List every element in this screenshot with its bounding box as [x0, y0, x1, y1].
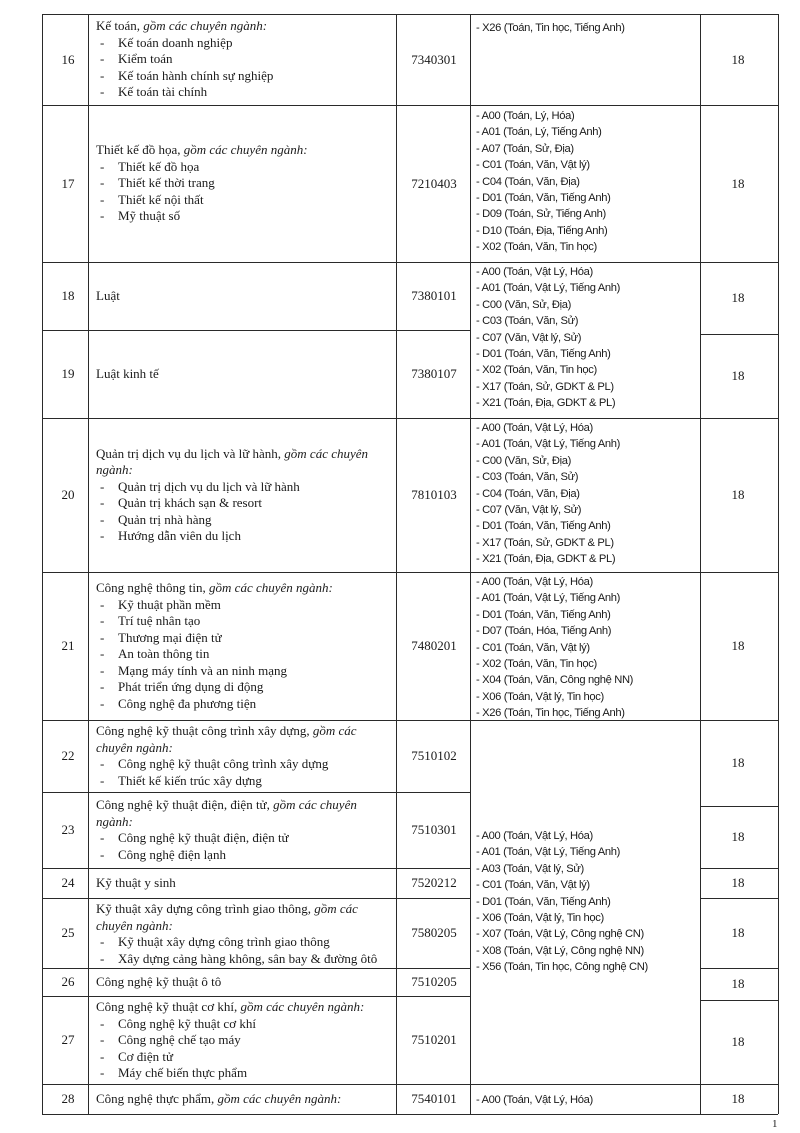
quota-value: 18 — [731, 976, 745, 991]
subject-combination: - A00 (Toán, Vật Lý, Hóa) — [476, 830, 593, 842]
grid-line — [700, 968, 778, 969]
major-cell — [96, 580, 390, 712]
subject-combination: - X02 (Toán, Văn, Tin học) — [476, 241, 597, 254]
grid-line — [700, 806, 778, 807]
grid-line — [700, 1084, 778, 1085]
quota-value: 18 — [731, 925, 745, 940]
grid-line — [470, 14, 700, 15]
subject-combination: - X06 (Toán, Vật lý, Tin học) — [476, 690, 604, 703]
subject-combination: - X56 (Toán, Tin học, Công nghệ CN) — [476, 961, 648, 974]
specialization-item: - Quản trị nhà hàng — [100, 511, 212, 527]
grid-line — [700, 14, 778, 15]
grid-line — [700, 1000, 778, 1001]
specialization-item: - Mỹ thuật số — [100, 208, 181, 224]
subject-combination: - A00 (Toán, Lý, Hóa) — [476, 110, 575, 122]
quota-value: 18 — [731, 51, 745, 67]
major-suffix: gồm các chuyên ngành: — [96, 901, 358, 933]
subject-combination: - X17 (Toán, Sử, GDKT & PL) — [476, 536, 614, 549]
major-name: Công nghệ kỹ thuật cơ khí — [96, 999, 234, 1014]
specialization-item: - Kế toán hành chính sự nghiệp — [100, 67, 274, 83]
specialization-item: - Thiết kế thời trang — [100, 175, 215, 191]
specialization-item: - Thiết kế đồ họa — [100, 158, 200, 174]
quota-value: 18 — [731, 1091, 745, 1106]
subject-combination: - D01 (Toán, Văn, Tiếng Anh) — [476, 895, 611, 908]
major-code: 7520212 — [411, 875, 457, 890]
specialization-item: - Kỹ thuật xây dựng công trình giao thông — [100, 934, 330, 949]
major-name: Công nghệ kỹ thuật điện, điện tử — [96, 797, 267, 812]
row-number: 22 — [61, 748, 75, 763]
major-suffix: gồm các chuyên ngành: — [96, 797, 357, 829]
subject-combination: - X26 (Toán, Tin học, Tiếng Anh) — [476, 707, 625, 720]
major-title — [96, 288, 390, 305]
subject-combination-list — [476, 828, 696, 976]
subject-combination: - A01 (Toán, Vật Lý, Tiếng Anh) — [476, 846, 621, 859]
subject-combination: - D10 (Toán, Địa, Tiếng Anh) — [476, 224, 608, 237]
specialization-item: - Công nghệ chế tạo máy — [100, 1032, 241, 1047]
major-code: 7480201 — [411, 638, 457, 653]
major-cell — [96, 288, 390, 305]
grid-line — [42, 996, 470, 997]
major-title — [96, 875, 390, 892]
grid-line — [700, 720, 778, 721]
major-suffix: gồm các chuyên ngành: — [96, 723, 357, 755]
subject-combination: - A03 (Toán, Vật lý, Sử) — [476, 862, 584, 875]
subject-combination-list — [476, 574, 696, 722]
quota-value: 18 — [731, 175, 745, 191]
grid-line — [470, 572, 700, 573]
row-number: 25 — [61, 925, 75, 940]
subject-combination: - C07 (Văn, Vật lý, Sử) — [476, 504, 582, 517]
subject-combination: - A00 (Toán, Vật Lý, Hóa) — [476, 266, 593, 278]
grid-line — [700, 262, 778, 263]
specialization-item: - Quản trị dịch vụ du lịch và lữ hành — [100, 478, 300, 494]
subject-combination: - C03 (Toán, Văn, Sử) — [476, 471, 579, 484]
major-title: Công nghệ thực phẩm, gồm các chuyên ngành: — [96, 1090, 342, 1106]
subject-combination: - D01 (Toán, Văn, Tiếng Anh) — [476, 520, 611, 533]
major-code: 7210403 — [411, 175, 457, 191]
major-title: Thiết kế đồ họa, gồm các chuyên ngành: — [96, 142, 308, 158]
subject-combination: - A01 (Toán, Vật Lý, Tiếng Anh) — [476, 592, 621, 605]
grid-line — [42, 1114, 470, 1115]
row-number: 19 — [61, 366, 75, 381]
grid-line — [700, 868, 778, 869]
row-number: 16 — [61, 51, 75, 67]
subject-combination-list — [476, 20, 696, 36]
major-cell — [96, 723, 390, 789]
major-name: Công nghệ kỹ thuật công trình xây dựng — [96, 723, 307, 738]
major-title — [96, 974, 390, 991]
major-title: Công nghệ kỹ thuật công trình xây dựng, gồm các chuyên ngành: — [96, 723, 357, 755]
row-number: 20 — [61, 487, 75, 502]
grid-line — [470, 1084, 700, 1085]
subject-combination: - X04 (Toán, Văn, Công nghệ NN) — [476, 674, 634, 687]
grid-line — [42, 792, 470, 793]
major-name: Thiết kế đồ họa — [96, 142, 178, 158]
major-code: 7810103 — [411, 487, 457, 502]
major-suffix: gồm các chuyên ngành: — [209, 580, 333, 595]
specialization-item: - Công nghệ đa phương tiện — [100, 695, 257, 711]
specialization-item: - Quản trị khách sạn & resort — [100, 495, 263, 510]
specialization-item: - Công nghệ điện lạnh — [100, 846, 226, 862]
subject-combination: - X07 (Toán, Vật Lý, Công nghệ CN) — [476, 928, 644, 941]
major-name: Luật kinh tế — [96, 365, 159, 381]
grid-line — [700, 334, 778, 335]
grid-line — [42, 572, 470, 573]
row-number: 23 — [61, 822, 75, 837]
major-code: 7540101 — [411, 1091, 457, 1106]
major-cell — [96, 1091, 390, 1108]
major-name: Kế toán — [96, 18, 137, 34]
specialization-item: - Kế toán tài chính — [100, 84, 208, 100]
grid-line — [42, 1084, 470, 1085]
subject-combination: - C01 (Toán, Văn, Vật lý) — [476, 159, 590, 172]
major-title: Quản trị dịch vụ du lịch và lữ hành, gồm các chuyên ngành: — [96, 445, 369, 477]
subject-combination: - C00 (Văn, Sử, Địa) — [476, 298, 571, 311]
row-number: 18 — [61, 288, 75, 303]
grid-line — [778, 14, 779, 1114]
major-name: Luật — [96, 287, 120, 303]
subject-combination: - X08 (Toán, Vật Lý, Công nghệ NN) — [476, 944, 644, 957]
grid-line — [42, 898, 470, 899]
subject-combination: - A00 (Toán, Vật Lý, Hóa) — [476, 1094, 593, 1106]
row-number: 27 — [61, 1032, 75, 1047]
major-name: Công nghệ thông tin — [96, 580, 203, 595]
major-code: 7380107 — [411, 366, 457, 381]
grid-line — [700, 14, 701, 1114]
major-cell — [96, 366, 390, 383]
major-suffix: gồm các chuyên ngành: — [240, 999, 365, 1014]
major-code: 7510205 — [411, 974, 457, 989]
grid-line — [42, 330, 470, 331]
subject-combination: - A00 (Toán, Vật Lý, Hóa) — [476, 576, 593, 588]
subject-combination-list — [476, 1092, 696, 1108]
subject-combination: - C03 (Toán, Văn, Sử) — [476, 315, 579, 328]
quota-value: 18 — [731, 1034, 745, 1049]
specialization-item: - Kiểm toán — [100, 51, 173, 67]
subject-combination: - A01 (Toán, Lý, Tiếng Anh) — [476, 126, 602, 139]
subject-combination: - A01 (Toán, Vật Lý, Tiếng Anh) — [476, 438, 621, 451]
row-number: 17 — [61, 175, 75, 191]
subject-combination-list — [476, 108, 696, 256]
specialization-item: - Máy chế biến thực phẩm — [100, 1065, 248, 1080]
grid-line — [42, 14, 43, 1114]
major-cell — [96, 999, 390, 1082]
major-title: Công nghệ thông tin, gồm các chuyên ngành: — [96, 580, 333, 595]
subject-combination: - A07 (Toán, Sử, Địa) — [476, 142, 574, 155]
subject-combination: - C04 (Toán, Văn, Địa) — [476, 175, 580, 188]
quota-value: 18 — [731, 487, 745, 502]
grid-line — [700, 105, 778, 106]
major-cell — [96, 901, 390, 967]
major-suffix: gồm các chuyên ngành: — [143, 18, 268, 34]
specialization-item: - Phát triển ứng dụng di động — [100, 679, 264, 694]
specialization-item: - Công nghệ kỹ thuật điện, điện tử — [100, 830, 289, 845]
quota-value: 18 — [731, 638, 745, 653]
major-title: Kế toán, gồm các chuyên ngành: — [96, 18, 268, 34]
major-code: 7510201 — [411, 1032, 457, 1047]
grid-line — [88, 14, 89, 1114]
quota-value: 18 — [731, 875, 745, 890]
specialization-item: - Xây dựng cảng hàng không, sân bay & đường ôtô — [100, 950, 378, 966]
major-title: Kỹ thuật xây dựng công trình giao thông, gồm các chuyên ngành: — [96, 901, 358, 933]
subject-combination-list — [476, 420, 696, 568]
major-name: Kỹ thuật y sinh — [96, 874, 176, 890]
page-number: 1 — [772, 1118, 778, 1130]
grid-line — [470, 418, 700, 419]
subject-combination: - X02 (Toán, Văn, Tin học) — [476, 658, 597, 671]
major-suffix: gồm các chuyên ngành: — [183, 142, 308, 158]
subject-combination: - D07 (Toán, Hóa, Tiếng Anh) — [476, 625, 612, 638]
grid-line — [42, 868, 470, 869]
specialization-item: - Thiết kế kiến trúc xây dựng — [100, 772, 262, 788]
grid-line — [42, 262, 470, 263]
subject-combination: - D01 (Toán, Văn, Tiếng Anh) — [476, 348, 611, 361]
quota-value: 18 — [731, 755, 745, 770]
row-number: 28 — [61, 1091, 75, 1106]
grid-line — [42, 418, 470, 419]
specialization-item: - Cơ điện tử — [100, 1048, 174, 1064]
major-title — [96, 366, 390, 383]
major-code: 7510301 — [411, 822, 457, 837]
major-name: Quản trị dịch vụ du lịch và lữ hành — [96, 445, 278, 461]
major-name: Công nghệ thực phẩm — [96, 1090, 212, 1106]
grid-line — [396, 14, 397, 1114]
major-code: 7380101 — [411, 288, 457, 303]
quota-value: 18 — [731, 290, 745, 305]
grid-line — [42, 14, 470, 15]
subject-combination: - D09 (Toán, Sử, Tiếng Anh) — [476, 208, 606, 221]
subject-combination: - X17 (Toán, Sử, GDKT & PL) — [476, 380, 614, 393]
major-name: Công nghệ kỹ thuật ô tô — [96, 973, 222, 989]
subject-combination: - C01 (Toán, Văn, Vật lý) — [476, 879, 590, 892]
specialization-item: - An toàn thông tin — [100, 646, 210, 661]
major-name: Kỹ thuật xây dựng công trình giao thông — [96, 901, 308, 916]
specialization-item: - Mạng máy tính và an ninh mạng — [100, 662, 287, 678]
subject-combination: - C04 (Toán, Văn, Địa) — [476, 487, 580, 500]
major-suffix: gồm các chuyên ngành: — [96, 445, 369, 477]
major-code: 7510102 — [411, 748, 457, 763]
subject-combination: - C01 (Toán, Văn, Vật lý) — [476, 641, 590, 654]
major-cell — [96, 974, 390, 991]
specialization-item: - Kỹ thuật phần mềm — [100, 596, 221, 612]
specialization-item: - Thương mại điện tử — [100, 629, 222, 645]
grid-line — [700, 1114, 778, 1115]
specialization-item: - Kế toán doanh nghiệp — [100, 34, 233, 50]
grid-line — [700, 898, 778, 899]
major-cell — [96, 142, 390, 225]
row-number: 24 — [61, 875, 75, 890]
major-cell — [96, 18, 390, 101]
specialization-item: - Công nghệ kỹ thuật cơ khí — [100, 1015, 256, 1031]
specialization-item: - Hướng dẫn viên du lịch — [100, 528, 241, 543]
grid-line — [470, 262, 700, 263]
grid-line — [42, 968, 470, 969]
subject-combination: - C07 (Văn, Vật lý, Sử) — [476, 331, 582, 344]
grid-line — [470, 105, 700, 106]
specialization-item: - Trí tuệ nhân tạo — [100, 613, 201, 628]
grid-line — [42, 105, 470, 106]
subject-combination-list — [476, 264, 696, 412]
subject-combination: - A00 (Toán, Vật Lý, Hóa) — [476, 422, 593, 434]
subject-combination: - X26 (Toán, Tin học, Tiếng Anh) — [476, 22, 625, 34]
subject-combination: - X06 (Toán, Vật lý, Tin học) — [476, 912, 604, 925]
subject-combination: - D01 (Toán, Văn, Tiếng Anh) — [476, 608, 611, 621]
row-number: 21 — [61, 638, 75, 653]
specialization-item: - Thiết kế nội thất — [100, 191, 204, 207]
subject-combination: - X02 (Toán, Văn, Tin học) — [476, 364, 597, 377]
subject-combination: - D01 (Toán, Văn, Tiếng Anh) — [476, 192, 611, 205]
row-number: 26 — [61, 974, 75, 989]
subject-combination: - C00 (Văn, Sử, Địa) — [476, 454, 571, 467]
quota-value: 18 — [731, 829, 745, 844]
major-code: 7580205 — [411, 925, 457, 940]
grid-line — [700, 572, 778, 573]
major-title: Công nghệ kỹ thuật cơ khí, gồm các chuyên ngành: — [96, 999, 365, 1014]
subject-combination: - X21 (Toán, Địa, GDKT & PL) — [476, 397, 616, 410]
grid-line — [700, 418, 778, 419]
specialization-item: - Công nghệ kỹ thuật công trình xây dựng — [100, 756, 329, 771]
major-suffix: gồm các chuyên ngành: — [217, 1090, 342, 1106]
grid-line — [470, 14, 471, 1114]
subject-combination: - A01 (Toán, Vật Lý, Tiếng Anh) — [476, 282, 621, 295]
grid-line — [42, 720, 470, 721]
quota-value: 18 — [731, 368, 745, 383]
major-cell — [96, 446, 390, 545]
major-title: Công nghệ kỹ thuật điện, điện tử, gồm các chuyên ngành: — [96, 797, 357, 829]
grid-line — [470, 1114, 700, 1115]
major-cell — [96, 875, 390, 892]
subject-combination: - X21 (Toán, Địa, GDKT & PL) — [476, 553, 616, 566]
major-cell — [96, 797, 390, 863]
major-code: 7340301 — [411, 51, 457, 67]
